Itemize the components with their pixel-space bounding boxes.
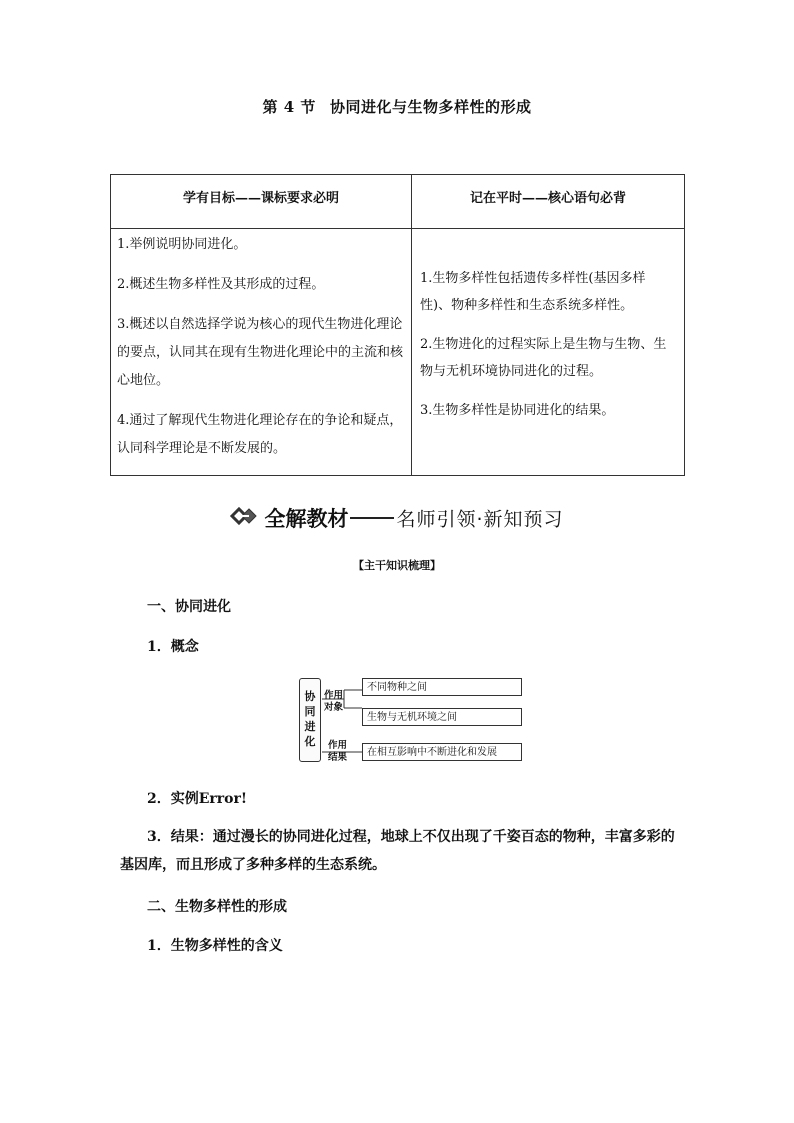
section-tag: 【主干知识梳理】: [353, 559, 441, 572]
heading-biodiversity: 二、生物多样性的形成: [147, 899, 287, 915]
core-item: 2.生物进化的过程实际上是生物与生物、生物与无机环境协同进化的过程。: [420, 337, 667, 379]
goal-item: 3.概述以自然选择学说为核心的现代生物进化理论的要点，认同其在现有生物进化理论中的主流和核心地位。: [117, 317, 404, 388]
item-result: 3．结果：通过漫长的协同进化过程，地球上不仅出现了千姿百态的物种，丰富多彩的基因库，而且形成了多种多样的生态系统。: [120, 829, 675, 873]
section-title: 协同进化与生物多样性的形成: [329, 98, 532, 116]
page-title: [0, 96, 794, 117]
banner-sub: 名师引领·新知预习: [396, 508, 564, 531]
diagram-center-label: 协同进化: [304, 690, 316, 748]
goals-right-header: 记在平时——核心语句必背: [412, 175, 685, 229]
goals-table: [110, 174, 685, 476]
concept-diagram: [298, 676, 524, 764]
core-item: 3.生物多样性是协同进化的结果。: [420, 403, 615, 418]
double-diamond-icon: [230, 505, 260, 531]
section-banner: [0, 503, 794, 533]
goal-item: 2.概述生物多样性及其形成的过程。: [117, 277, 325, 292]
goal-item: 4.通过了解现代生物进化理论存在的争论和疑点，认同科学理论是不断发展的。: [117, 413, 403, 456]
heading-coevolution: 一、协同进化: [147, 599, 231, 615]
goals-left-cell: [111, 229, 412, 476]
diagram-box-result: 在相互影响中不断进化和发展: [362, 743, 522, 761]
core-item: 1.生物多样性包括遗传多样性(基因多样性)、物种多样性和生态系统多样性。: [420, 271, 646, 313]
item-example: 2．实例Error!: [147, 791, 248, 807]
item-concept: 1．概念: [147, 639, 199, 655]
banner-main: 全解教材: [264, 507, 349, 531]
goals-left-header: 学有目标——课标要求必明: [111, 175, 412, 229]
diagram-box-environment: 生物与无机环境之间: [362, 708, 522, 726]
goal-item: 1.举例说明协同进化。: [117, 237, 247, 252]
section-number: 第 4 节: [262, 98, 316, 116]
banner-dash: [350, 517, 394, 519]
goals-right-cell: [412, 229, 685, 476]
diagram-label-result: 作用结果: [328, 740, 348, 763]
diagram-label-target: 作用对象: [324, 690, 344, 713]
diagram-center: [299, 678, 321, 762]
diagram-box-species: 不同物种之间: [362, 678, 522, 696]
item-meaning: 1．生物多样性的含义: [147, 938, 283, 954]
